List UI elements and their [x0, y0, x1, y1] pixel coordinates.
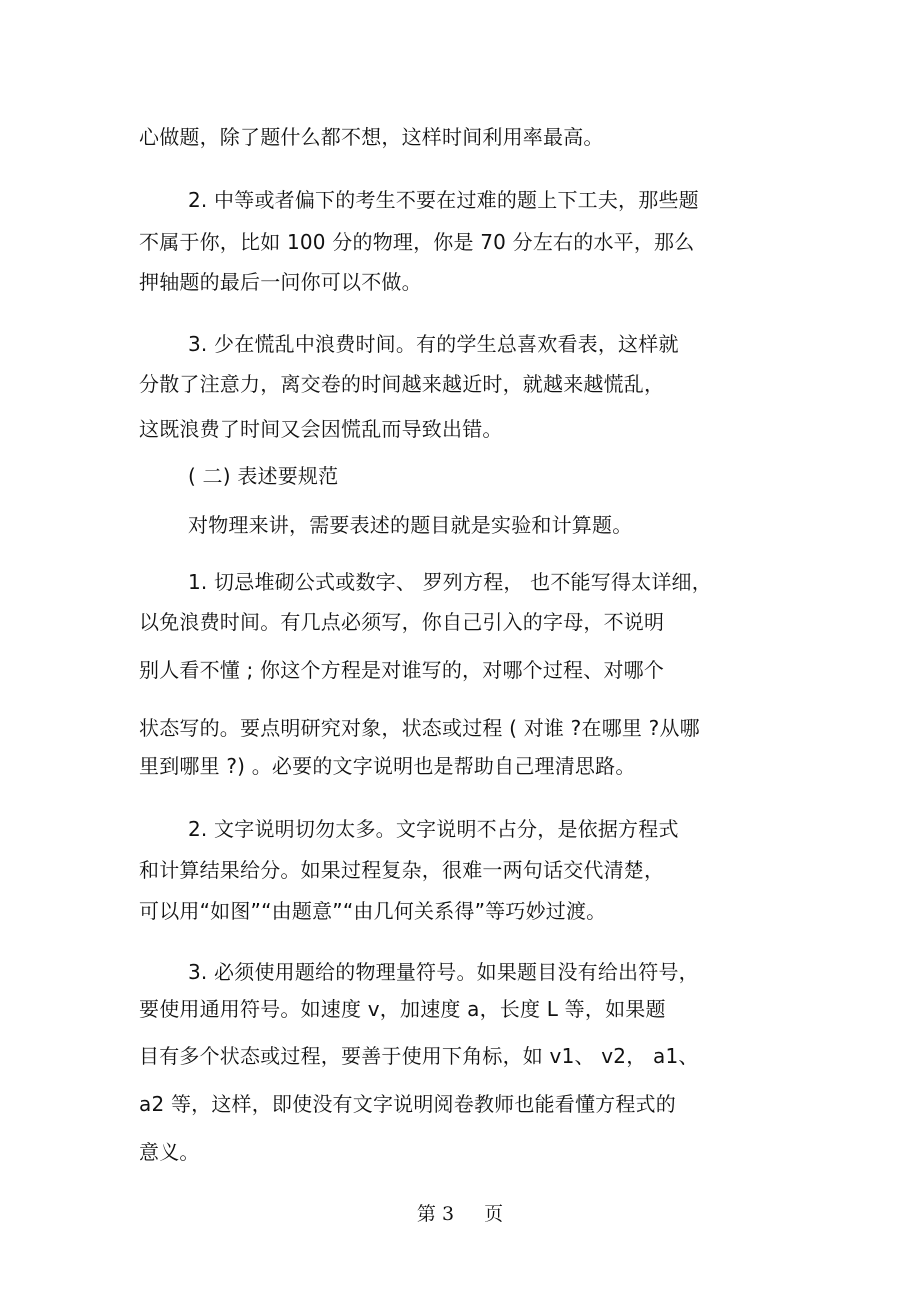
text-line: 3. 少在慌乱中浪费时间。有的学生总喜欢看表，这样就: [188, 332, 679, 356]
text-line: 以免浪费时间。有几点必须写，你自己引入的字母，不说明: [139, 610, 665, 634]
text-line: 对物理来讲，需要表述的题目就是实验和计算题。: [188, 513, 633, 537]
page-number: [0, 1200, 920, 1228]
text-line: 3. 必须使用题给的物理量符号。如果题目没有给出符号，: [188, 960, 699, 984]
page-number-prefix: 第 3: [416, 1203, 455, 1225]
text-line: 押轴题的最后一问你可以不做。: [139, 270, 422, 294]
text-line: 不属于你，比如 100 分的物理，你是 70 分左右的水平，那么: [139, 230, 695, 254]
text-line: 和计算结果给分。如果过程复杂，很难一两句话交代清楚，: [139, 858, 665, 882]
text-line: a2 等，这样，即使没有文字说明阅卷教师也能看懂方程式的: [139, 1092, 676, 1116]
text-line: 2. 中等或者偏下的考生不要在过难的题上下工夫，那些题: [188, 188, 699, 212]
text-line: 里到哪里 ?) 。必要的文字说明也是帮助自己理清思路。: [139, 754, 636, 778]
text-line: 1. 切忌堆砌公式或数字、 罗列方程， 也不能写得太详细，: [188, 570, 712, 594]
text-line: 状态写的。要点明研究对象，状态或过程 ( 对谁 ?在哪里 ?从哪: [139, 716, 700, 740]
text-line: 目有多个状态或过程，要善于使用下角标，如 v1、 v2， a1、: [139, 1044, 699, 1068]
text-line: 意义。: [139, 1140, 200, 1164]
text-line: 心做题，除了题什么都不想，这样时间利用率最高。: [139, 125, 604, 149]
text-line: 分散了注意力，离交卷的时间越来越近时，就越来越慌乱，: [139, 372, 665, 396]
text-line: 2. 文字说明切勿太多。文字说明不占分，是依据方程式: [188, 817, 679, 841]
page-number-suffix: 页: [484, 1203, 504, 1225]
text-line: 可以用“如图”“由题意”“由几何关系得”等巧妙过渡。: [139, 899, 607, 923]
section-heading: ( 二) 表述要规范: [188, 464, 339, 488]
text-line: 要使用通用符号。如速度 v，加速度 a，长度 L 等，如果题: [139, 997, 666, 1021]
text-line: 别人看不懂 ; 你这个方程是对谁写的，对哪个过程、对哪个: [139, 658, 665, 682]
text-line: 这既浪费了时间又会因慌乱而导致出错。: [139, 417, 503, 441]
